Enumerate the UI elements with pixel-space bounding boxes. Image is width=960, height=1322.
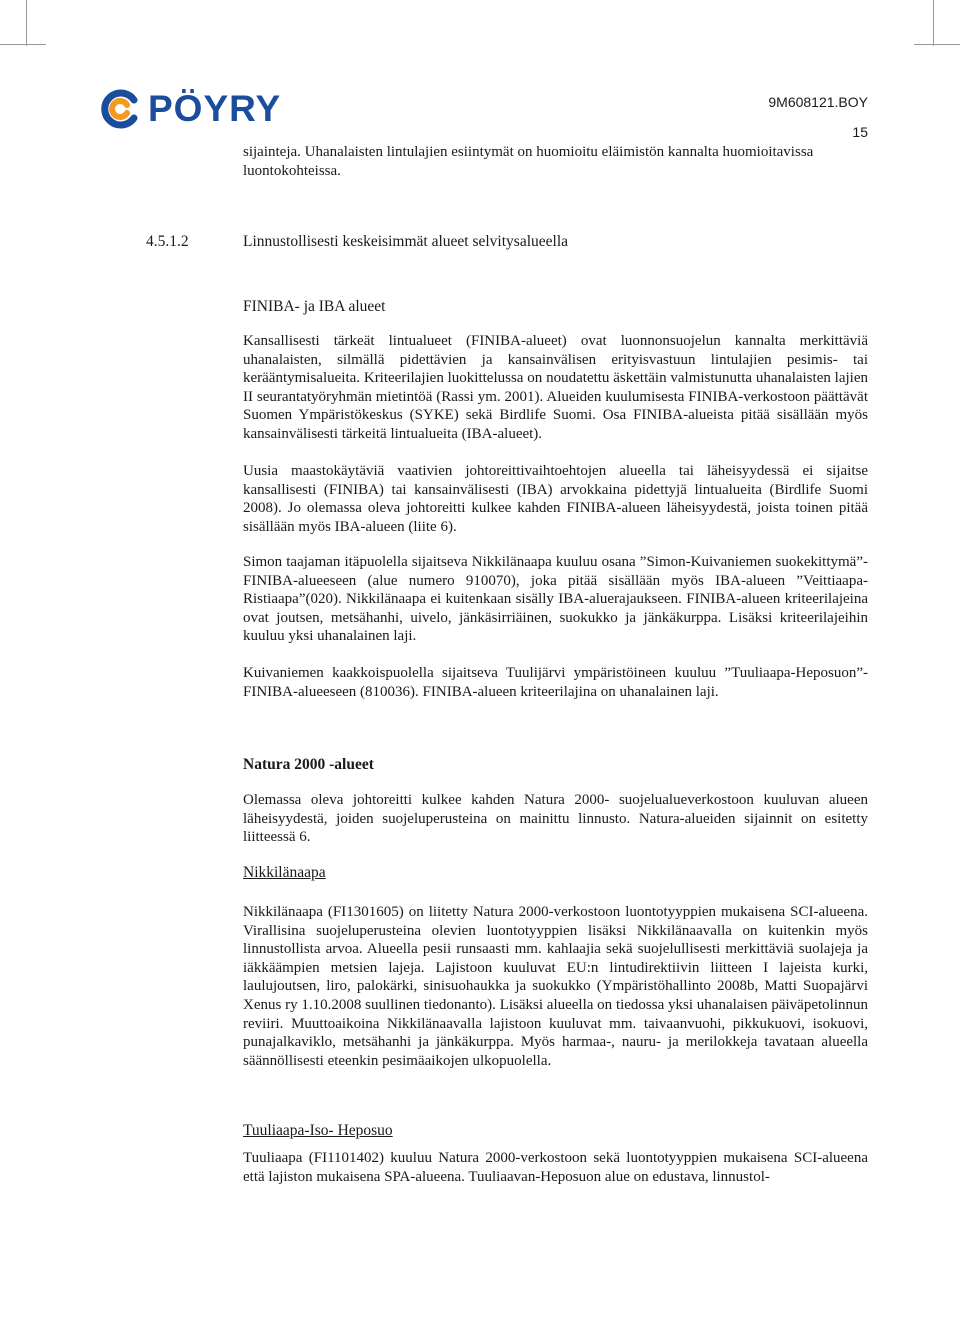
company-logo: [100, 89, 281, 129]
nikkilanaapa-heading: Nikkilänaapa: [243, 864, 326, 881]
natura-paragraph: Olemassa oleva johtoreitti kulkee kahden Natura 2000- suojelualueverkostoon kuuluvan alueen läheisyydestä, joiden suojeluperusteina on mainittu linnusto. Natura-alueiden sijainnit on esitetty liitteessä 6.: [243, 792, 868, 846]
intro-paragraph: sijainteja. Uhanalaisten lintulajien esiintymät on huomioitu eläimistön kannalta huomioitavissa luontokohteissa.: [243, 144, 814, 179]
tuuliaapa-heading: Tuuliaapa-Iso- Heposuo: [243, 1122, 393, 1139]
finiba-paragraph-2: Uusia maastokäytäviä vaativien johtoreittivaihtoehtojen alueella tai läheisyydessä ei sijaitse kansallisesti (FINIBA) tai kansainvälisesti (IBA) arvokkaina pidettyjä lintualueita (Birdlife Suomi 2008). Jo olemassa oleva johtoreitti kulkee kahden FINIBA-alueen läheisyydestä, joista toinen pitää sisällään myös IBA-alueen (liite 6).: [243, 463, 868, 535]
document-reference: 9M608121.BOY: [768, 94, 868, 110]
logo-wordmark: PÖYRY: [148, 88, 282, 129]
crop-mark: [933, 0, 934, 46]
finiba-paragraph-4: Kuivaniemen kaakkoispuolella sijaitseva Tuulijärvi ympäristöineen kuuluu ”Tuuliaapa-Heposuon”- FINIBA-alueeseen (810036). FINIBA-alueen kriteerilajina on uhanalainen laji.: [243, 665, 868, 700]
natura-heading: Natura 2000 -alueet: [243, 756, 374, 773]
finiba-paragraph-3: Simon taajaman itäpuolella sijaitseva Nikkilänaapa kuuluu osana ”Simon-Kuivaniemen suokekittymä”-FINIBA-alueeseen (alue numero 910070), joka pitää sisällään myös IBA-alueen ”Veittiaapa-Ristiaapa”(020). Nikkilänaapa ei kuitenkaan sisälly IBA-aluerajaukseen. FINIBA-alueen kriteerilajeina ovat joutsen, metsähanhi, uivelo, jänkäsirriäinen, suokukko ja jänkäkurppa. Lisäksi kriteerilajeihin kuuluu yksi uhanalainen laji.: [243, 554, 868, 645]
finiba-paragraph-1: Kansallisesti tärkeät lintualueet (FINIBA-alueet) ovat luonnonsuojelun kannalta merkittäviä uhanalaisten, silmällä pidettävien ja kansainvälisen erityisvastuun lintulajien pesimis- tai kerääntymisalueita. Kriteerilajien luokittelussa on noudatettu äskettäin valmistunutta uhanalaisten lajien II seurantatyöryhmän mietintöä (Rassi ym. 2001). Alueiden kuulumisesta FINIBA-verkostoon päättävät Suomen Ympäristökeskus (SYKE) sekä Birdlife Suomi. Osa FINIBA-alueista pitää sisällään myös kansainvälisesti tärkeitä lintualueita (IBA-alueet).: [243, 333, 868, 442]
crop-mark: [26, 0, 27, 46]
section-number: 4.5.1.2: [146, 233, 189, 250]
nikkilanaapa-paragraph: Nikkilänaapa (FI1301605) on liitetty Natura 2000-verkostoon luontotyyppien mukaisena SCI-alueena. Virallisina suojeluperusteina olevien luontotyyppien lisäksi Nikkilänaavalla on kuitenkin myös linnustollista arvoa. Alueella pesii runsaasti mm. kahlaajia sekä suojelullisesti merkittäviä suolajeja ja iäkkäämpien metsien lajeja. Lajistoon kuuluvat EU:n lintudirektiivin liitteen I lajeista kurki, laulujoutsen, liro, palokärki, sinisuohaukka ja suokukko (Ympäristöhallinto 2008b, Matti Suopajärvi Xenus ry 1.10.2008 suullinen tiedonanto). Lisäksi alueella on tiedossa yksi uhanalaisen päiväpetolinnun reviiri. Muuttoaikoina Nikkilänaavalla lajistoon kuuluvat mm. taivaanvuohi, pikkukuovi, isokuovi, punajalkaviklo, metsähanhi ja jänkäkurppa. Myös harmaa-, nauru- ja merilokkeja tavataan alueella säännöllisesti eteenkin pesimäaikojen ulkopuolella.: [243, 904, 868, 1069]
section-title: Linnustollisesti keskeisimmät alueet selvitysalueella: [243, 233, 569, 250]
tuuliaapa-paragraph: Tuuliaapa (FI1101402) kuuluu Natura 2000-verkostoon sekä luontotyyppien mukaisena SCI-alueena että lajiston mukaisena SPA-alueena. Tuuliaavan-Heposuon alue on edustava, linnustol-: [243, 1150, 868, 1185]
crop-mark: [0, 44, 46, 45]
finiba-heading: FINIBA- ja IBA alueet: [243, 298, 386, 315]
poyry-logo-icon: [100, 89, 140, 129]
crop-mark: [914, 44, 960, 45]
page-number: 15: [852, 124, 868, 140]
